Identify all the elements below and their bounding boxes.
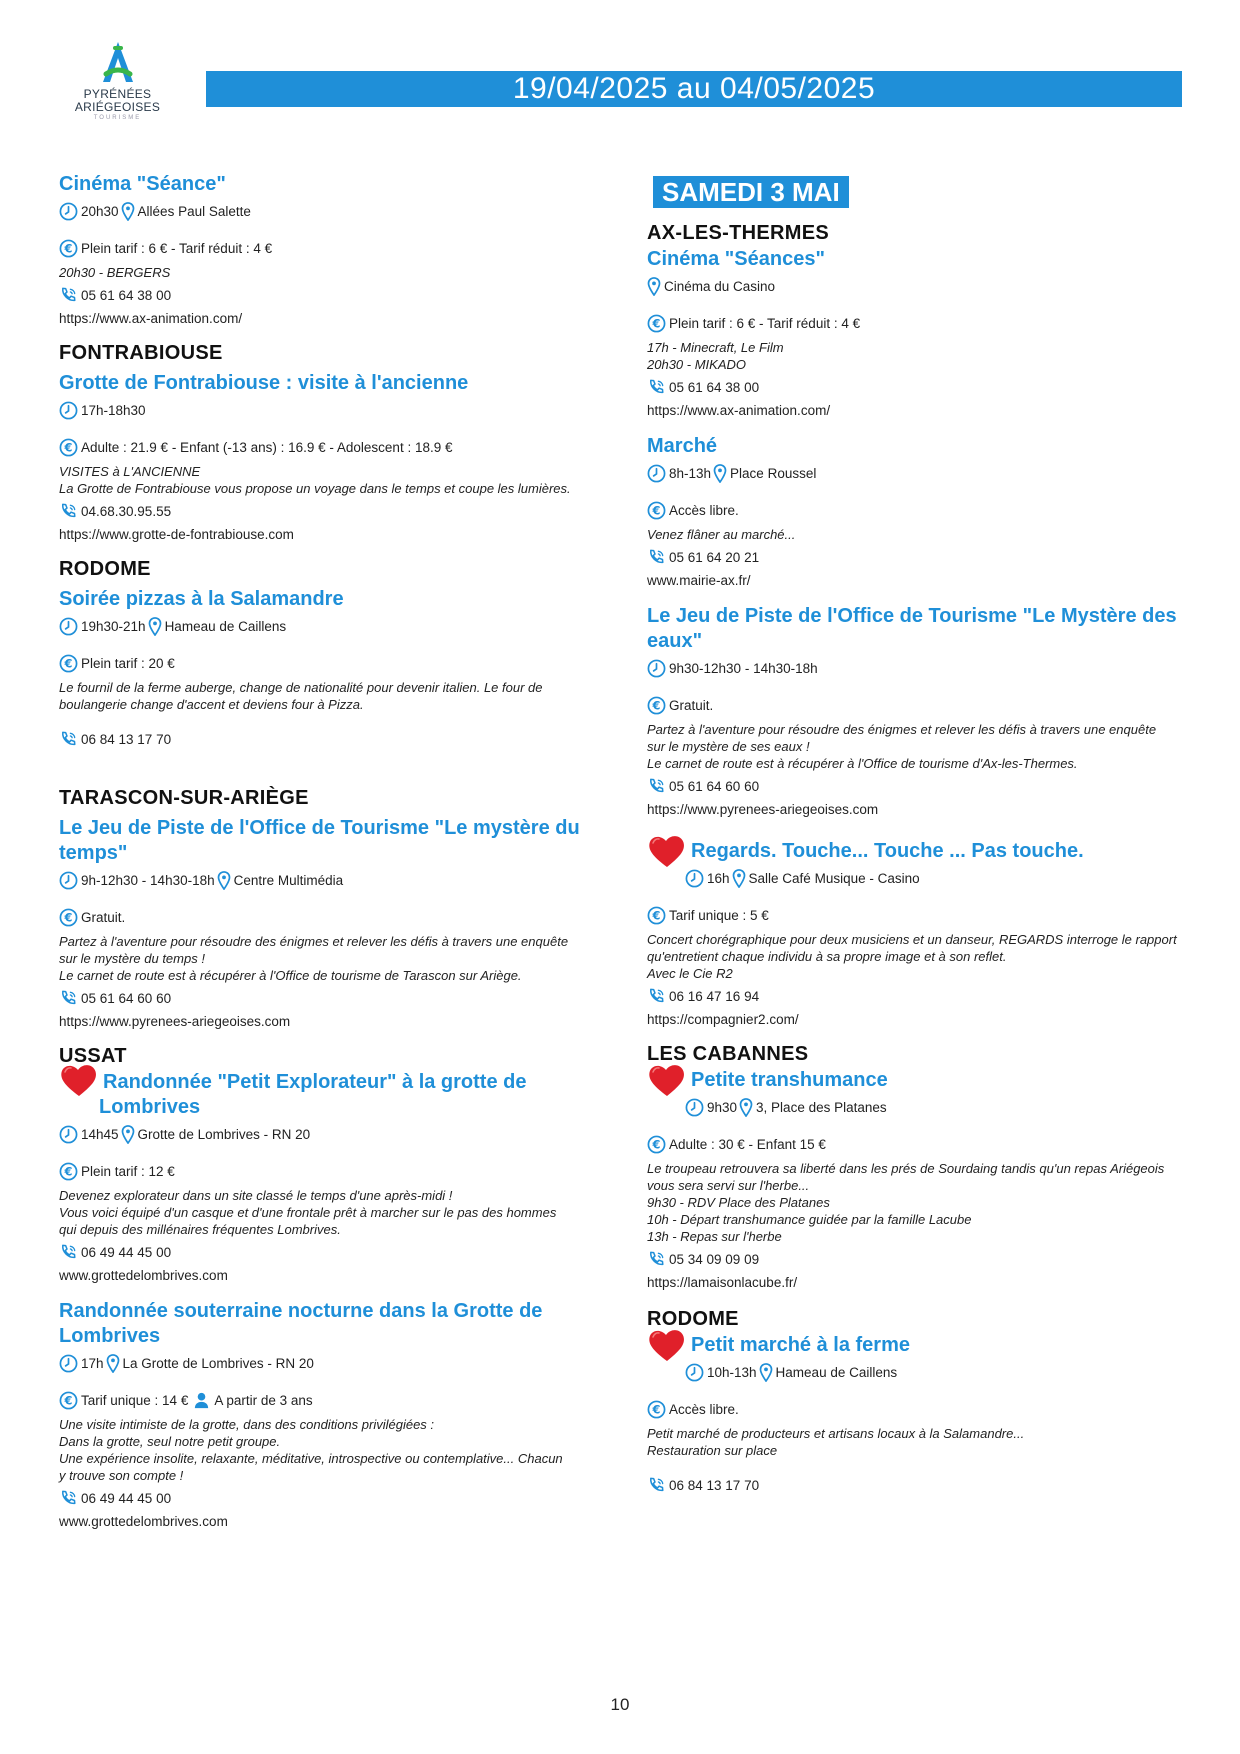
phone-icon	[59, 286, 78, 305]
event-price: Tarif unique : 5 €	[669, 907, 769, 923]
clock-icon	[647, 464, 666, 483]
event-time: 9h-12h30 - 14h30-18h	[81, 872, 215, 888]
euro-icon	[647, 314, 666, 333]
event-phone: 06 84 13 17 70	[669, 1477, 760, 1493]
event-price: Accès libre.	[669, 502, 739, 518]
clock-icon	[59, 871, 78, 890]
event-description	[647, 339, 1197, 373]
desc-line: Une visite intimiste de la grotte, dans des conditions privilégiées :	[59, 1417, 435, 1432]
event-cinema-seance	[59, 172, 609, 326]
event-place: Hameau de Caillens	[775, 1364, 898, 1380]
event-place: La Grotte de Lombrives - RN 20	[122, 1355, 314, 1371]
clock-icon	[59, 617, 78, 636]
event-time: 17h-18h30	[81, 402, 146, 418]
phone-icon	[647, 1250, 666, 1269]
desc-line: Partez à l'aventure pour résoudre des énigmes et relever les défis à travers une enquête	[647, 722, 1157, 737]
event-petite-transhumance	[647, 1062, 1197, 1290]
town-heading: FONTRABIOUSE	[59, 342, 223, 364]
location-pin-icon	[739, 1098, 753, 1117]
euro-icon	[59, 1162, 78, 1181]
clock-icon	[59, 401, 78, 420]
euro-icon	[647, 1400, 666, 1419]
date-range-banner: 19/04/2025 au 04/05/2025	[206, 71, 1182, 107]
event-description: Venez flâner au marché...	[647, 527, 796, 542]
event-place: 3, Place des Platanes	[756, 1099, 887, 1115]
location-pin-icon	[106, 1354, 120, 1373]
event-description: 20h30 - BERGERS	[59, 265, 171, 280]
event-title: Marché	[647, 435, 718, 457]
event-description	[647, 1160, 1197, 1245]
logo-mark-icon	[93, 38, 143, 88]
desc-line: Vous voici équipé d'un casque et d'une frontale prêt à marcher sur le pas des hommes	[59, 1205, 557, 1220]
event-title: Soirée pizzas à la Salamandre	[59, 588, 344, 610]
clock-icon	[59, 1125, 78, 1144]
location-pin-icon	[713, 464, 727, 483]
event-description	[647, 721, 1197, 772]
euro-icon	[59, 908, 78, 927]
event-randonnee-nocturne	[59, 1299, 609, 1529]
event-price: Plein tarif : 6 € - Tarif réduit : 4 €	[669, 315, 861, 331]
location-pin-icon	[121, 202, 135, 221]
event-time: 14h45	[81, 1126, 119, 1142]
desc-line: Avec le Cie R2	[647, 966, 733, 981]
event-title	[647, 604, 1197, 654]
desc-line: vous sera servi sur l'herbe...	[647, 1178, 810, 1193]
event-time: 9h30-12h30 - 14h30-18h	[669, 660, 818, 676]
logo	[70, 38, 165, 121]
town-heading: TARASCON-SUR-ARIÈGE	[59, 787, 309, 809]
event-time: 20h30	[81, 203, 119, 219]
event-cinema-seances	[647, 247, 1197, 418]
event-url[interactable]: www.grottedelombrives.com	[59, 1268, 228, 1283]
event-phone: 05 61 64 38 00	[81, 287, 172, 303]
heart-icon	[647, 1062, 687, 1098]
event-title	[647, 1062, 1197, 1093]
event-time: 19h30-21h	[81, 618, 146, 634]
clock-icon	[59, 1354, 78, 1373]
clock-icon	[59, 202, 78, 221]
event-place: Salle Café Musique - Casino	[748, 870, 920, 886]
desc-line: Restauration sur place	[647, 1443, 778, 1458]
event-description	[59, 1416, 609, 1484]
left-column	[59, 172, 609, 1545]
event-description	[59, 933, 609, 984]
location-pin-icon	[759, 1363, 773, 1382]
event-soiree-pizzas	[59, 587, 609, 749]
event-time: 9h30	[707, 1099, 738, 1115]
event-phone: 05 61 64 20 21	[669, 549, 760, 565]
event-title	[59, 816, 609, 866]
desc-line: sur le mystère de ses eaux !	[647, 739, 810, 754]
event-phone: 05 61 64 38 00	[669, 379, 760, 395]
event-place: Cinéma du Casino	[664, 278, 776, 294]
desc-line: Partez à l'aventure pour résoudre des énigmes et relever les défis à travers une enquête	[59, 934, 569, 949]
desc-line: qui depuis des millénaires fréquentes Lombrives.	[59, 1222, 341, 1237]
desc-line: y trouve son compte !	[59, 1468, 184, 1483]
event-grotte-fontrabiouse	[59, 371, 609, 542]
event-petit-marche-ferme	[647, 1327, 1197, 1495]
event-description	[647, 1425, 1197, 1459]
event-price: Gratuit.	[669, 697, 714, 713]
title-line: Le Jeu de Piste de l'Office de Tourisme "Le Mystère des	[647, 605, 1177, 627]
event-url[interactable]: https://www.pyrenees-ariegeoises.com	[59, 1014, 291, 1029]
right-column	[647, 176, 1197, 1511]
event-url[interactable]: https://www.grotte-de-fontrabiouse.com	[59, 527, 294, 542]
desc-line: 9h30 - RDV Place des Platanes	[647, 1195, 830, 1210]
event-title: Grotte de Fontrabiouse : visite à l'ancienne	[59, 372, 469, 394]
euro-icon	[647, 906, 666, 925]
event-place: Grotte de Lombrives - RN 20	[137, 1126, 311, 1142]
town-heading: RODOME	[647, 1308, 739, 1330]
event-phone: 05 34 09 09 09	[669, 1251, 760, 1267]
desc-line: boulangerie change d'accent et deviens four à Pizza.	[59, 697, 364, 712]
event-price: Plein tarif : 20 €	[81, 655, 175, 671]
clock-icon	[685, 1363, 704, 1382]
event-price: Tarif unique : 14 €	[81, 1392, 189, 1408]
event-description	[59, 463, 609, 497]
logo-line-3: TOURISME	[93, 115, 142, 121]
event-price: Gratuit.	[81, 909, 126, 925]
desc-line: 17h - Minecraft, Le Film	[647, 340, 784, 355]
event-phone: 06 49 44 45 00	[81, 1490, 172, 1506]
event-url[interactable]: https://compagnier2.com/	[647, 1012, 799, 1027]
page-number: 10	[610, 1695, 630, 1714]
euro-icon	[59, 438, 78, 457]
desc-line: Le carnet de route est à récupérer à l'Office de tourisme de Tarascon sur Ariège.	[59, 968, 522, 983]
phone-icon	[59, 730, 78, 749]
location-pin-icon	[647, 277, 661, 296]
event-marche	[647, 434, 1197, 588]
event-jeu-de-piste-tarascon	[59, 816, 609, 1029]
phone-icon	[59, 502, 78, 521]
clock-icon	[685, 869, 704, 888]
desc-line: Le carnet de route est à récupérer à l'Office de tourisme d'Ax-les-Thermes.	[647, 756, 1078, 771]
desc-line: Devenez explorateur dans un site classé le temps d'une après-midi !	[59, 1188, 453, 1203]
day-heading: SAMEDI 3 MAI	[653, 176, 849, 208]
event-phone: 06 16 47 16 94	[669, 988, 760, 1004]
heart-icon	[647, 1327, 687, 1363]
euro-icon	[647, 696, 666, 715]
event-title	[647, 833, 1197, 864]
desc-line: 13h - Repas sur l'herbe	[647, 1229, 782, 1244]
title-line: Petit marché à la ferme	[691, 1334, 910, 1356]
location-pin-icon	[732, 869, 746, 888]
desc-line: Concert chorégraphique pour deux musiciens et un danseur, REGARDS interroge le rapport	[647, 932, 1177, 947]
event-url[interactable]: https://www.pyrenees-ariegeoises.com	[647, 802, 879, 817]
event-place: Centre Multimédia	[233, 872, 344, 888]
event-title	[647, 1327, 1197, 1358]
event-place: Hameau de Caillens	[164, 618, 287, 634]
event-price: Adulte : 30 € - Enfant 15 €	[669, 1136, 826, 1152]
event-jeu-de-piste-ax	[647, 604, 1197, 817]
euro-icon	[647, 1135, 666, 1154]
clock-icon	[647, 659, 666, 678]
event-place: Place Roussel	[730, 465, 817, 481]
desc-line: qu'entretient chaque individu à sa propre image et à son reflet.	[647, 949, 1007, 964]
logo-line-2: ARIÉGEOISES	[74, 100, 161, 114]
event-phone: 06 49 44 45 00	[81, 1244, 172, 1260]
title-line: Randonnée "Petit Explorateur" à la grotte de	[103, 1071, 527, 1093]
town-heading: AX-LES-THERMES	[647, 222, 829, 244]
event-randonnee-petit-explorateur	[59, 1062, 609, 1283]
title-line: temps"	[59, 842, 128, 864]
phone-icon	[647, 378, 666, 397]
event-description	[59, 679, 609, 713]
heart-icon	[59, 1062, 99, 1098]
logo-line-1: PYRÉNÉES	[83, 87, 152, 101]
desc-line: VISITES à L'ANCIENNE	[59, 464, 201, 479]
title-line: Lombrives	[99, 1096, 201, 1118]
event-price: Adulte : 21.9 € - Enfant (-13 ans) : 16.9 € - Adolescent : 18.9 €	[81, 439, 453, 455]
title-line: Petite transhumance	[691, 1069, 888, 1091]
phone-icon	[647, 1476, 666, 1495]
event-price: Plein tarif : 12 €	[81, 1163, 175, 1179]
euro-icon	[59, 654, 78, 673]
event-phone: 05 61 64 60 60	[81, 990, 172, 1006]
event-url[interactable]: https://www.ax-animation.com/	[59, 311, 243, 326]
location-pin-icon	[148, 617, 162, 636]
title-line: Lombrives	[59, 1325, 161, 1347]
phone-icon	[647, 987, 666, 1006]
event-description	[59, 1187, 609, 1238]
event-title: Cinéma "Séance"	[59, 173, 226, 195]
title-line: Randonnée souterraine nocturne dans la Grotte de	[59, 1300, 543, 1322]
euro-icon	[59, 239, 78, 258]
town-heading: USSAT	[59, 1045, 127, 1067]
event-url[interactable]: www.mairie-ax.fr/	[647, 573, 751, 588]
heart-icon	[647, 833, 687, 869]
location-pin-icon	[121, 1125, 135, 1144]
clock-icon	[685, 1098, 704, 1117]
desc-line: 10h - Départ transhumance guidée par la famille Lacube	[647, 1212, 972, 1227]
event-phone: 05 61 64 60 60	[669, 778, 760, 794]
event-url[interactable]: https://www.ax-animation.com/	[647, 403, 831, 418]
euro-icon	[647, 501, 666, 520]
event-time: 17h	[81, 1355, 104, 1371]
desc-line: Une expérience insolite, relaxante, méditative, introspective ou contemplative... Chacun	[59, 1451, 563, 1466]
event-title: Cinéma "Séances"	[647, 248, 825, 270]
location-pin-icon	[217, 871, 231, 890]
desc-line: Le fournil de la ferme auberge, change de nationalité pour devenir italien. Le four de	[59, 680, 543, 695]
town-heading: LES CABANNES	[647, 1043, 809, 1065]
desc-line: Le troupeau retrouvera sa liberté dans les prés de Sourdaing tandis qu'un repas Ariégeois	[647, 1161, 1165, 1176]
title-line: Regards. Touche... Touche ... Pas touche.	[691, 840, 1084, 862]
event-url[interactable]: www.grottedelombrives.com	[59, 1514, 228, 1529]
title-line: eaux"	[647, 630, 703, 652]
event-price: Accès libre.	[669, 1401, 739, 1417]
event-price: Plein tarif : 6 € - Tarif réduit : 4 €	[81, 240, 273, 256]
phone-icon	[59, 989, 78, 1008]
phone-icon	[647, 548, 666, 567]
phone-icon	[647, 777, 666, 796]
town-heading: RODOME	[59, 558, 151, 580]
event-time: 8h-13h	[669, 465, 712, 481]
event-phone: 06 84 13 17 70	[81, 731, 172, 747]
phone-icon	[59, 1489, 78, 1508]
desc-line: Dans la grotte, seul notre petit groupe.	[59, 1434, 281, 1449]
phone-icon	[59, 1243, 78, 1262]
event-title	[59, 1062, 609, 1120]
title-line: Le Jeu de Piste de l'Office de Tourisme "Le mystère du	[59, 817, 580, 839]
event-phone: 04.68.30.95.55	[81, 503, 172, 519]
event-title	[59, 1299, 609, 1349]
event-url[interactable]: https://lamaisonlacube.fr/	[647, 1275, 798, 1290]
event-time: 10h-13h	[707, 1364, 757, 1380]
event-description	[647, 931, 1197, 982]
person-icon	[192, 1391, 211, 1410]
event-place: Allées Paul Salette	[137, 203, 251, 219]
desc-line: La Grotte de Fontrabiouse vous propose un voyage dans le temps et coupe les lumières.	[59, 481, 571, 496]
event-time: 16h	[707, 870, 730, 886]
desc-line: 20h30 - MIKADO	[647, 357, 746, 372]
desc-line: sur le mystère du temps !	[59, 951, 205, 966]
desc-line: Petit marché de producteurs et artisans locaux à la Salamandre...	[647, 1426, 1025, 1441]
event-age: A partir de 3 ans	[214, 1392, 313, 1408]
euro-icon	[59, 1391, 78, 1410]
event-regards	[647, 833, 1197, 1027]
